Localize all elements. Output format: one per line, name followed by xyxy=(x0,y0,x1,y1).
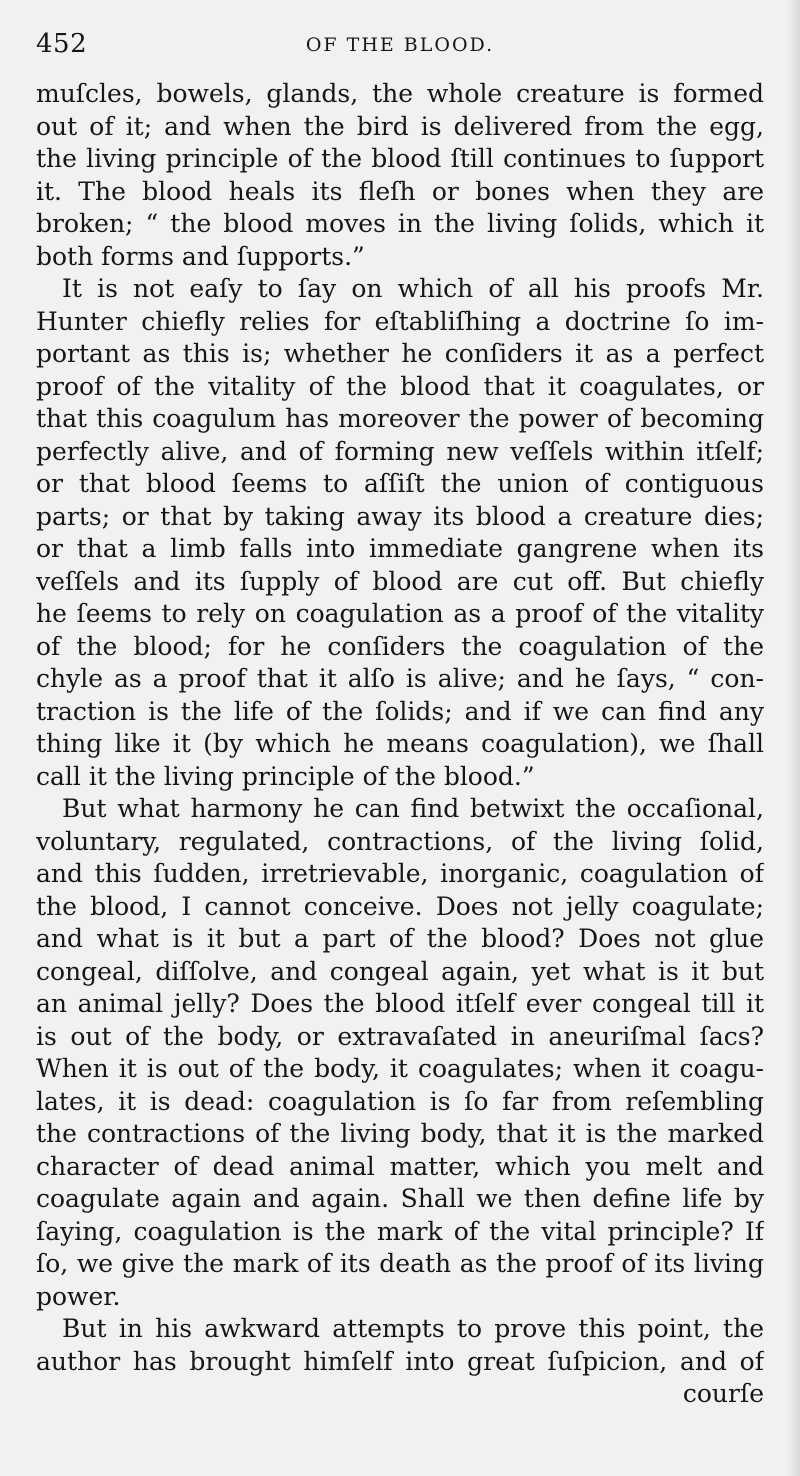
text-line: veſſels and its ſupply of blood are cut off. But chiefly xyxy=(36,566,764,596)
paragraph-start-line: But in his awkward attempts to prove this point, the xyxy=(62,1314,764,1343)
text-line: call it the living principle of the blood.” xyxy=(36,761,535,791)
text-line: portant as this is; whether he conſiders it as a perfect xyxy=(36,339,764,368)
page-header xyxy=(36,28,764,68)
text-line: congeal, diſſolve, and congeal again, yet what is it but xyxy=(36,956,764,986)
text-line: chyle as a proof that it alſo is alive; and he ſays, “ con- xyxy=(36,664,764,693)
text-line: power. xyxy=(36,1281,121,1311)
text-line: ſo, we give the mark of its death as the proof of its living xyxy=(36,1249,764,1278)
text-line: author has brought himſelf into great ſuſpicion, and of xyxy=(36,1346,764,1376)
text-line: When it is out of the body, it coagulates; when it coagu- xyxy=(36,1054,764,1083)
text-line: parts; or that by taking away its blood a creature dies; xyxy=(36,501,764,531)
text-line: or that blood ſeems to aſſiſt the union of contiguous xyxy=(36,469,764,498)
text-line: out of it; and when the bird is delivered from the egg, xyxy=(36,111,764,141)
text-line: Hunter chiefly relies for eſtabliſhing a doctrine ſo im- xyxy=(36,306,764,336)
text-line: lates, it is dead: coagulation is ſo far from reſembling xyxy=(36,1086,764,1116)
text-line: voluntary, regulated, contractions, of the living ſolid, xyxy=(36,826,764,856)
text-line: thing like it (by which he means coagulation), we ſhall xyxy=(36,729,764,758)
text-line: the living principle of the blood ſtill continues to ſupport xyxy=(36,144,764,173)
text-line: broken; “ the blood moves in the living ſolids, which it xyxy=(36,209,764,238)
text-line: ſaying, coagulation is the mark of the vital principle? If xyxy=(36,1216,764,1246)
text-line: an animal jelly? Does the blood itſelf ever congeal till it xyxy=(36,989,764,1018)
text-line: is out of the body, or extravaſated in aneuriſmal ſacs? xyxy=(36,1021,764,1051)
text-line: muſcles, bowels, glands, the whole creature is formed xyxy=(36,79,764,108)
running-head: OF THE BLOOD. xyxy=(305,34,495,56)
text-line: of the blood; for he conſiders the coagulation of the xyxy=(36,631,764,661)
paragraph-start-line: It is not eaſy to ſay on which of all his proofs Mr. xyxy=(62,274,764,303)
text-line: that this coagulum has moreover the power of becoming xyxy=(36,404,764,433)
text-line: he ſeems to rely on coagulation as a proof of the vitality xyxy=(36,599,764,628)
text-line: the blood, I cannot conceive. Does not jelly coagulate; xyxy=(36,891,764,921)
text-line: perfectly alive, and of forming new veſſels within itſelf; xyxy=(36,436,764,466)
text-line: proof of the vitality of the blood that it coagulates, or xyxy=(36,371,764,401)
text-line: or that a limb falls into immediate gangrene when its xyxy=(36,534,764,563)
text-line: character of dead animal matter, which you melt and xyxy=(36,1151,764,1181)
text-line: it. The blood heals its fleſh or bones when they are xyxy=(36,176,764,206)
catchword: courſe xyxy=(682,1379,764,1408)
paragraph-start-line: But what harmony he can find betwixt the occaſional, xyxy=(62,794,764,823)
text-line: traction is the life of the ſolids; and if we can find any xyxy=(36,696,764,726)
text-line: the contractions of the living body, that it is the marked xyxy=(36,1119,764,1148)
text-line: both forms and ſupports.” xyxy=(36,241,365,271)
text-line: coagulate again and again. Shall we then define life by xyxy=(36,1184,764,1213)
page-number: 452 xyxy=(36,29,88,59)
body-text xyxy=(36,78,764,1411)
text-line: and what is it but a part of the blood? Does not glue xyxy=(36,924,764,953)
text-line: and this ſudden, irretrievable, inorganic, coagulation of xyxy=(36,859,764,888)
